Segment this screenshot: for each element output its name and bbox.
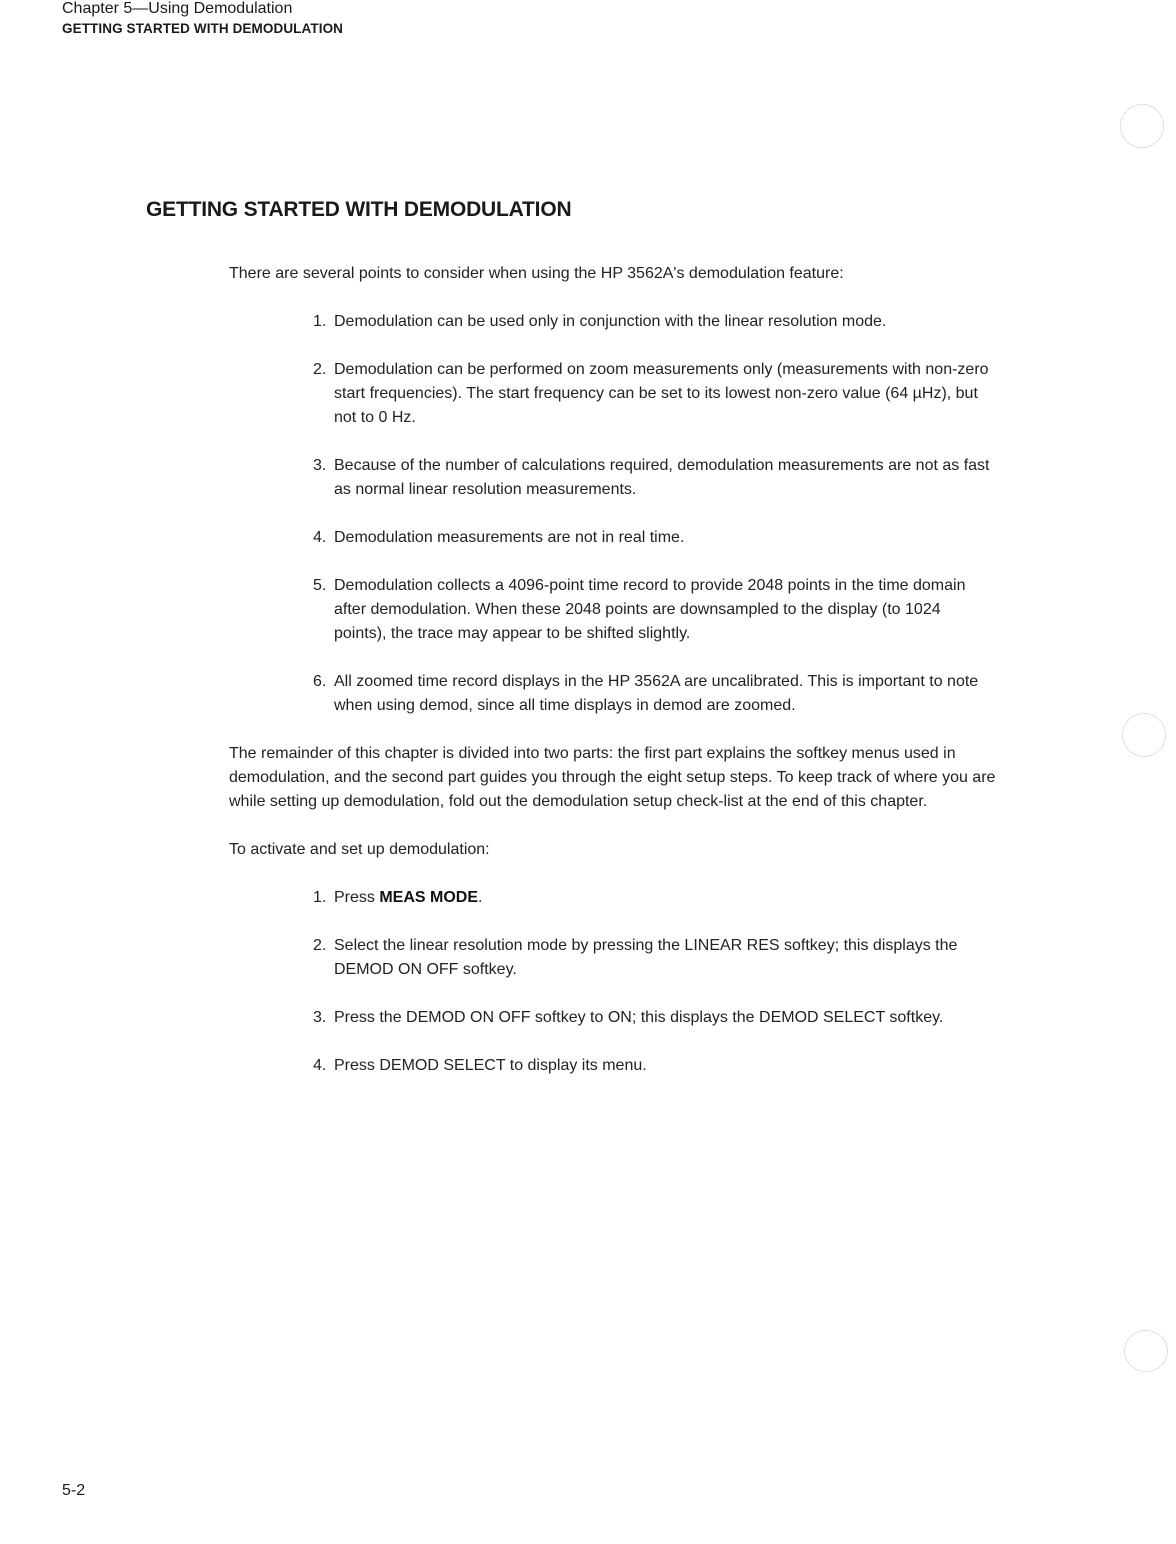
remainder-paragraph: The remainder of this chapter is divided into two parts: the first part explains the softkey menus used in demodulation, and the second part guides you through the eight setup steps. To keep track of where you are while setting up demodulation, fold out the demodulation setup check-list at the end of this chapter. — [229, 745, 996, 810]
list-item — [313, 454, 993, 502]
step-item — [313, 934, 993, 982]
step-text: Press DEMOD SELECT to display its menu. — [334, 1057, 647, 1074]
list-number: 3. — [313, 457, 327, 474]
list-item — [313, 574, 993, 646]
step-item — [313, 1054, 993, 1078]
running-head-chapter: Chapter 5—Using Demodulation — [62, 0, 293, 17]
list-number: 5. — [313, 577, 327, 594]
step-item — [313, 1006, 993, 1030]
intro-paragraph: There are several points to consider when using the HP 3562A's demodulation feature: — [229, 265, 844, 282]
step-number: 1. — [313, 889, 327, 906]
list-text: Demodulation measurements are not in real time. — [334, 529, 685, 546]
step-number: 4. — [313, 1057, 327, 1074]
list-text: All zoomed time record displays in the HP 3562A are uncalibrated. This is important to note when using demod, since all time displays in demod are zoomed. — [334, 673, 979, 714]
section-title: GETTING STARTED WITH DEMODULATION — [146, 198, 572, 221]
list-item — [313, 358, 993, 430]
step-number: 3. — [313, 1009, 327, 1026]
page-number: 5-2 — [62, 1482, 86, 1499]
list-item — [313, 670, 993, 718]
list-text: Because of the number of calculations required, demodulation measurements are not as fast as normal linear resolution measurements. — [334, 457, 990, 498]
list-item — [313, 526, 993, 550]
setup-steps-list — [313, 886, 993, 1078]
list-number: 1. — [313, 313, 327, 330]
binder-hole-top — [1120, 104, 1164, 148]
considerations-list — [313, 310, 993, 718]
step-number: 2. — [313, 937, 327, 954]
activate-intro: To activate and set up demodulation: — [229, 841, 490, 858]
binder-hole-middle — [1122, 713, 1166, 757]
step-text-prefix: Press — [334, 889, 380, 906]
step-item — [313, 886, 993, 910]
list-number: 4. — [313, 529, 327, 546]
list-item — [313, 310, 993, 334]
step-text: Press the DEMOD ON OFF softkey to ON; this displays the DEMOD SELECT softkey. — [334, 1009, 944, 1026]
list-number: 2. — [313, 361, 327, 378]
list-number: 6. — [313, 673, 327, 690]
step-text-suffix: . — [478, 889, 483, 906]
list-text: Demodulation can be used only in conjunction with the linear resolution mode. — [334, 313, 887, 330]
list-text: Demodulation collects a 4096-point time record to provide 2048 points in the time domain after demodulation. When these 2048 points are downsampled to the display (to 1024 points), the trace may appear to be shifted slightly. — [334, 577, 966, 642]
meas-mode-key: MEAS MODE — [379, 889, 479, 906]
list-text: Demodulation can be performed on zoom measurements only (measurements with non-zero start frequencies). The start frequency can be set to its lowest non-zero value (64 µHz), but not to 0 Hz. — [334, 361, 989, 426]
body-text — [229, 262, 999, 1102]
running-head-section: GETTING STARTED WITH DEMODULATION — [62, 21, 344, 36]
binder-hole-bottom — [1124, 1330, 1168, 1372]
step-text: Select the linear resolution mode by pressing the LINEAR RES softkey; this displays the DEMOD ON OFF softkey. — [334, 937, 958, 978]
